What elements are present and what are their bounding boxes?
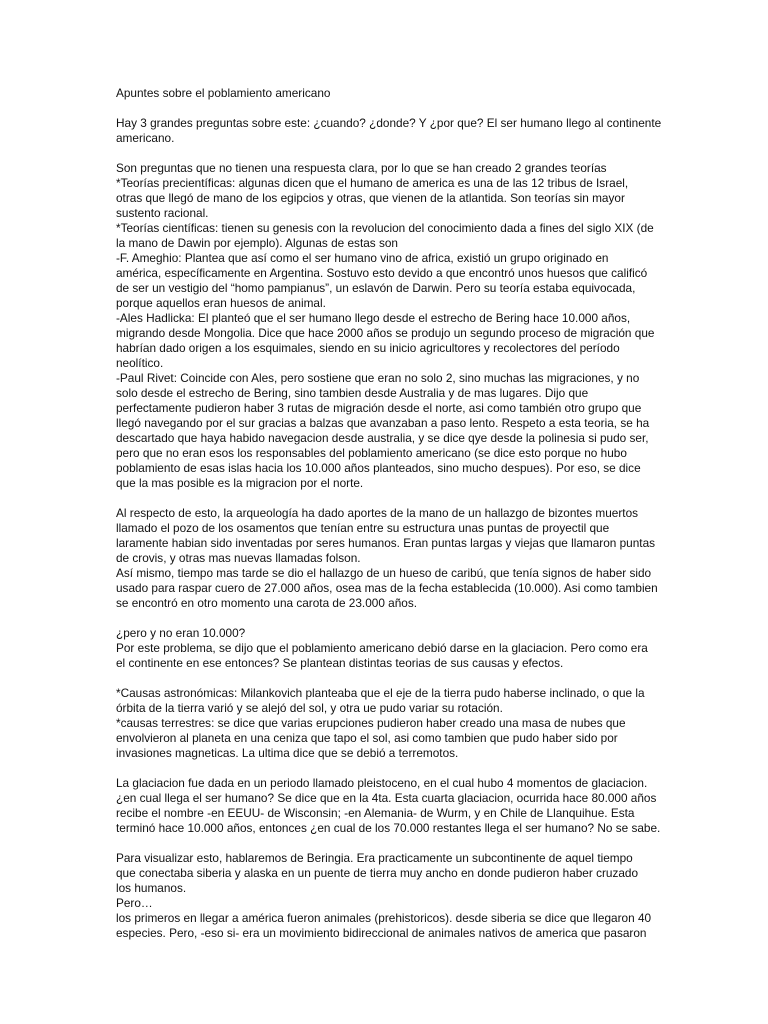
text-line: los humanos. xyxy=(116,881,187,895)
paragraph xyxy=(116,851,652,941)
paragraph xyxy=(116,506,658,611)
text-line: terminó hace 10.000 años, entonces ¿en cual de los 70.000 restantes llega el ser humano? No se sabe. xyxy=(116,821,661,835)
text-line: que conectaba siberia y alaska en un puente de tierra muy ancho en donde pudieron haber cruzado xyxy=(116,866,639,880)
text-line: que la mas posible es la migracion por el norte. xyxy=(116,476,364,490)
text-line: La glaciacion fue dada en un periodo llamado pleistoceno, en el cual hubo 4 momentos de glaciacion. xyxy=(116,776,648,790)
text-line: *Teorías precientíficas: algunas dicen que el humano de america es una de las 12 tribus de Israel, xyxy=(116,176,629,190)
text-line: Para visualizar esto, hablaremos de Beringia. Era practicamente un subcontinente de aquel tiempo xyxy=(116,851,633,865)
paragraph-gap xyxy=(116,101,644,116)
text-line: descartado que haya habido navegacion desde australia, y se dice qye desde la polinesia si pudo ser, xyxy=(116,431,649,445)
text-line: -Ales Hadlicka: El planteó que el ser humano llego desde el estrecho de Bering hace 10.000 años, xyxy=(116,311,631,325)
text-line: envolvieron al planeta en una ceniza que tapo el sol, asi como tambien que pudo haber sido por xyxy=(116,731,618,745)
text-line: habrían dado origen a los esquimales, siendo en su inicio agricultores y recolectores del período xyxy=(116,341,620,355)
paragraph xyxy=(116,686,644,761)
text-line: solo desde el estrecho de Bering, sino tambien desde Australia y de mas lugares. Dijo que xyxy=(116,386,589,400)
text-line: ¿pero y no eran 10.000? xyxy=(116,626,246,640)
paragraph-gap xyxy=(116,491,644,506)
text-line: Al respecto de esto, la arqueología ha dado aportes de la mano de un hallazgo de bizontes muertos xyxy=(116,506,639,520)
text-line: pero que no eran esos los responsables del poblamiento americano (se dice esto porque no hubo xyxy=(116,446,627,460)
text-line: llamado el pozo de los osamentos que tenían entre su estructura unas puntas de proyectil que xyxy=(116,521,610,535)
paragraph xyxy=(116,161,655,491)
paragraph xyxy=(116,626,648,671)
text-line: ¿en cual llega el ser humano? Se dice que en la 4ta. Esta cuarta glaciacion, ocurrida hace 80.000 años xyxy=(116,791,657,805)
paragraph-gap xyxy=(116,761,644,776)
text-line: Por este problema, se dijo que el poblamiento americano debió darse en la glaciacion. Pero como era xyxy=(116,641,648,655)
paragraph-gap xyxy=(116,146,644,161)
text-line: perfectamente pudieron haber 3 rutas de migración desde el norte, asi como también otro grupo que xyxy=(116,401,642,415)
text-line: américa, específicamente en Argentina. Sostuvo esto devido a que encontró unos huesos que calificó xyxy=(116,266,648,280)
paragraph xyxy=(116,86,644,101)
text-line: otras que llegó de mano de los egipcios y otras, que vienen de la atlantida. Son teorías sin mayor xyxy=(116,191,625,205)
text-line: laramente habian sido inventadas por seres humanos. Eran puntas largas y viejas que llamaron puntas xyxy=(116,536,656,550)
text-line: Hay 3 grandes preguntas sobre este: ¿cuando? ¿donde? Y ¿por que? El ser humano llego al continente xyxy=(116,116,662,130)
text-line: Apuntes sobre el poblamiento americano xyxy=(116,86,331,100)
paragraph-gap xyxy=(116,611,644,626)
text-line: Son preguntas que no tienen una respuesta clara, por lo que se han creado 2 grandes teorías xyxy=(116,161,607,175)
text-line: poblamiento de esas islas hacia los 10.000 años planteados, sino mucho despues). Por eso, se dice xyxy=(116,461,641,475)
text-line: la mano de Dawin por ejemplo). Algunas de estas son xyxy=(116,236,398,250)
text-line: usado para raspar cuero de 27.000 años, osea mas de la fecha establecida (10.000). Asi como tambien xyxy=(116,581,658,595)
text-line: se encontró en otro momento una carota de 23.000 años. xyxy=(116,596,418,610)
text-line: órbita de la tierra varió y se alejó del sol, y otra ue pudo variar su rotación. xyxy=(116,701,503,715)
text-line: los primeros en llegar a américa fueron animales (prehistoricos). desde siberia se dice que llegaron 40 xyxy=(116,911,652,925)
text-line: -Paul Rivet: Coincide con Ales, pero sostiene que eran no solo 2, sino muchas las migraciones, y no xyxy=(116,371,640,385)
text-line: Pero… xyxy=(116,896,153,910)
text-line: *causas terrestres: se dice que varias erupciones pudieron haber creado una masa de nubes que xyxy=(116,716,626,730)
text-line: americano. xyxy=(116,131,175,145)
text-line: sustento racional. xyxy=(116,206,209,220)
paragraph xyxy=(116,116,662,146)
text-line: especies. Pero, -eso si- era un movimiento bidireccional de animales nativos de america que pasaron xyxy=(116,926,647,940)
paragraph-gap xyxy=(116,836,644,851)
text-line: invasiones magneticas. La ultima dice que se debió a terremotos. xyxy=(116,746,459,760)
text-line: *Causas astronómicas: Milankovich planteaba que el eje de la tierra pudo haberse inclinado, o que la xyxy=(116,686,645,700)
text-line: *Teorías científicas: tienen su genesis con la revolucion del conocimiento dada a fines del siglo XIX (de xyxy=(116,221,654,235)
text-line: de ser un vestigio del “homo pampianus”, un eslavón de Darwin. Pero su teoría estaba equivocada, xyxy=(116,281,636,295)
text-line: migrando desde Mongolia. Dice que hace 2000 años se produjo un segundo proceso de migración que xyxy=(116,326,655,340)
text-line: Así mismo, tiempo mas tarde se dio el hallazgo de un hueso de caribú, que tenía signos de haber sido xyxy=(116,566,652,580)
text-line: el continente en ese entonces? Se plantean distintas teorias de sus causas y efectos. xyxy=(116,656,564,670)
paragraph-gap xyxy=(116,671,644,686)
text-line: recibe el nombre -en EEUU- de Wisconsin; -en Alemania- de Wurm, y en Chile de Llanquihue. Esta xyxy=(116,806,635,820)
text-line: llegó navegando por el sur gracias a balzas que avanzaban a paso lento. Respeto a esta teoria, se ha xyxy=(116,416,650,430)
text-line: de crovis, y otras mas nuevas llamadas folson. xyxy=(116,551,361,565)
text-line: -F. Ameghio: Plantea que así como el ser humano vino de africa, existió un grupo originado en xyxy=(116,251,609,265)
text-line: porque aquellos eran huesos de animal. xyxy=(116,296,326,310)
text-line: neolítico. xyxy=(116,356,164,370)
paragraph xyxy=(116,776,661,836)
